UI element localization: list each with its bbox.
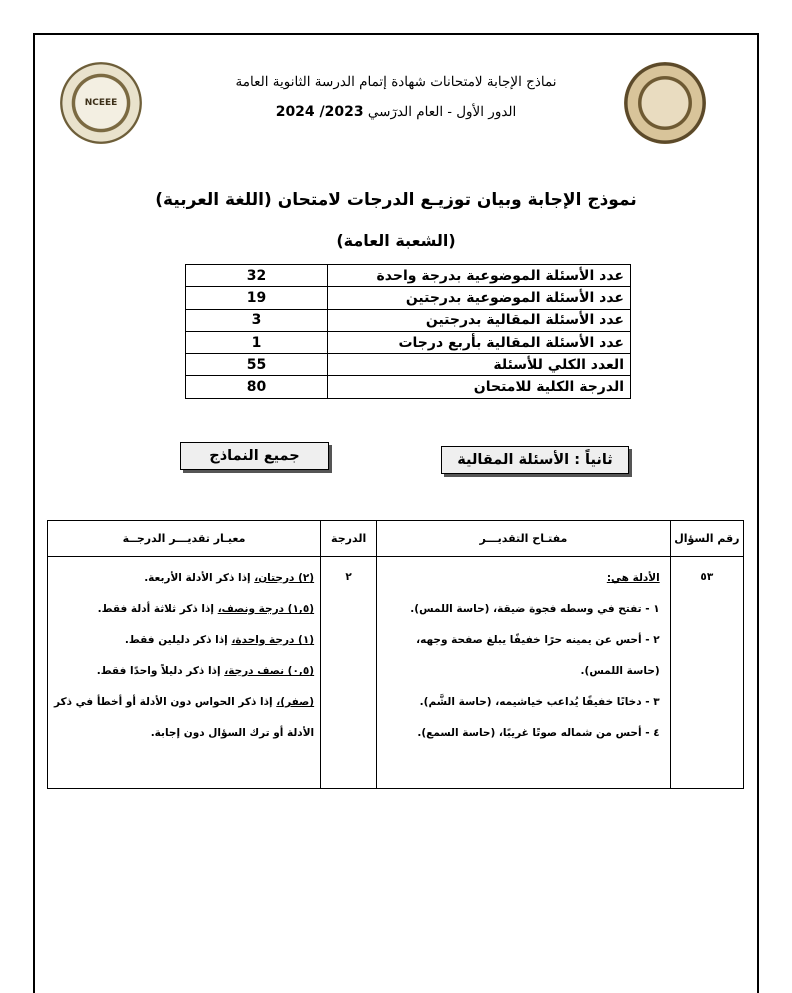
summary-row (186, 265, 631, 287)
criteria-mark: (١) درجة واحدة، (231, 634, 315, 646)
summary-value: 1 (186, 331, 328, 353)
summary-label: عدد الأسئلة الموضوعية بدرجة واحدة (328, 265, 631, 287)
key-line: ٢ - أحس عن يمينه حرًا خفيفًا يبلغ صفحة وجهه، (416, 634, 660, 646)
header-year: 2024 /2023 (275, 104, 364, 120)
page-title: نموذج الإجابة وبيان توزيـع الدرجات لامتحان (اللغة العربية) (155, 190, 637, 210)
header-key: مفتـاح التقديـــر (377, 521, 671, 557)
key-line: ٤ - أحس من شماله صوتًا غريبًا، (حاسة السمع). (417, 727, 660, 739)
question-degree: ٢ (321, 557, 377, 789)
criteria-line (54, 691, 314, 722)
key-line: ١ - تفتح في وسطه فجوة ضيقة، (حاسة اللمس). (410, 603, 660, 615)
summary-label: العدد الكلي للأسئلة (328, 354, 631, 376)
criteria-mark: (٠,٥) نصف درجة، (224, 665, 315, 677)
header-criteria: معيـار تقديـــر الدرجــة (48, 521, 321, 557)
criteria-mark: (١,٥) درجة ونصف، (217, 603, 315, 615)
key-line: ٣ - دخانًا خفيفًا يُداعب خياشيمه، (حاسة الشَّم). (419, 696, 660, 708)
criteria-text: إذا ذكر الأدلة الأربعة. (144, 572, 255, 584)
section-label: ثانياً : الأسئلة المقالية (441, 446, 629, 474)
summary-row (186, 376, 631, 398)
page-subtitle: (الشعبة العامة) (336, 231, 456, 250)
criteria-line (54, 722, 314, 753)
summary-row (186, 309, 631, 331)
summary-value: 32 (186, 265, 328, 287)
summary-value: 55 (186, 354, 328, 376)
criteria-text: إذا ذكر دليلاً واحدًا فقط. (96, 665, 225, 677)
nceee-logo-text: NCEEE (84, 98, 118, 108)
answer-header-row (48, 521, 744, 557)
criteria-mark: (صفر)، (276, 696, 315, 708)
header-session: الدور الأول - العام الدرٓسي (363, 104, 517, 120)
summary-value: 80 (186, 376, 328, 398)
summary-label: عدد الأسئلة الموضوعية بدرجتين (328, 287, 631, 309)
criteria-line (54, 598, 314, 629)
criteria-text: إذا ذكر دليلين فقط. (124, 634, 232, 646)
criteria-line (54, 567, 314, 598)
summary-row (186, 354, 631, 376)
summary-label: عدد الأسئلة المقالية بأربع درجات (328, 331, 631, 353)
summary-label: عدد الأسئلة المقالية بدرجتين (328, 309, 631, 331)
key-line: (حاسة اللمس). (580, 665, 660, 677)
criteria-text: إذا ذكر ثلاثة أدلة فقط. (97, 603, 218, 615)
summary-row (186, 287, 631, 309)
key-line: الأدلة هي: (606, 572, 660, 584)
answer-table (47, 520, 744, 789)
header-line-1: نماذج الإجابة لامتحانات شهادة إتمام الدرسة الثانوية العامة (235, 74, 557, 90)
criteria-text: إذا ذكر الحواس دون الأدلة أو أخطأ في ذكر (54, 696, 277, 708)
ministry-seal (624, 62, 706, 144)
summary-label: الدرجة الكلية للامتحان (328, 376, 631, 398)
grading-criteria (48, 557, 321, 789)
answer-key (377, 557, 671, 789)
question-number: ٥٣ (670, 557, 743, 789)
summary-value: 3 (186, 309, 328, 331)
models-label: جميع النماذج (180, 442, 329, 470)
header-line-2 (200, 104, 592, 120)
page-frame (33, 33, 759, 993)
criteria-text: الأدلة أو ترك السؤال دون إجابة. (150, 727, 315, 739)
nceee-logo (60, 62, 142, 144)
summary-table (185, 264, 631, 399)
summary-value: 19 (186, 287, 328, 309)
criteria-line (54, 660, 314, 691)
header-question-no: رقم السؤال (670, 521, 743, 557)
criteria-line (54, 629, 314, 660)
header-degree: الدرجة (321, 521, 377, 557)
criteria-mark: (٢) درجتان، (254, 572, 315, 584)
summary-row (186, 331, 631, 353)
answer-row (48, 557, 744, 789)
